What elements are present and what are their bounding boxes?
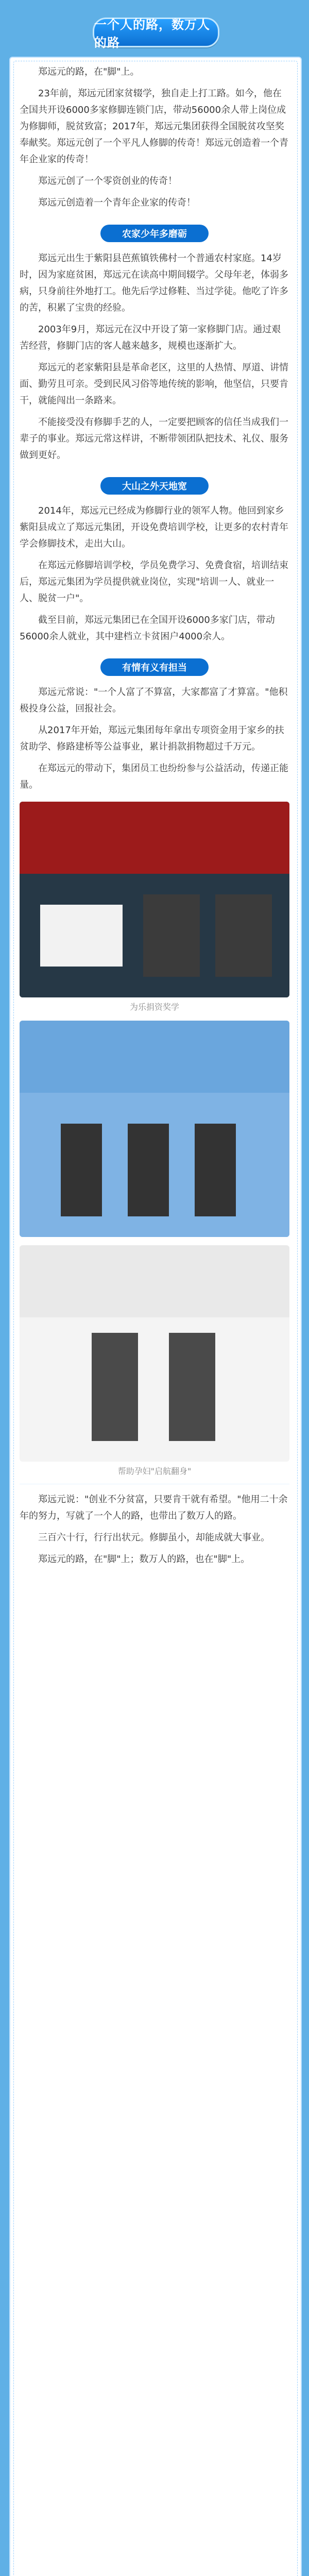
photo-caption: 帮助孕妇"启航翻身" bbox=[117, 1466, 192, 1476]
paragraph: 郑远元的路，在"脚"上；数万人的路，也在"脚"上。 bbox=[38, 1554, 250, 1565]
paragraph: 郑远元常说："一个人富了不算富，大家都富了才算富。"他积极投身公益，回报社会。 bbox=[20, 687, 288, 714]
paragraph: 郑远元创造着一个青年企业家的传奇！ bbox=[38, 197, 196, 208]
photo-caption: 为乐捐资奖学 bbox=[129, 1002, 179, 1012]
paragraph: 郑远元出生于紫阳县芭蕉镇铁佛村一个普通农村家庭。14岁时，因为家庭贫困，郑远元在读高中期间辍学。父母年老，体弱多病，只身前往外地打工。他先后学过修鞋、当过学徒。他吃了许多的苦，积累了宝贵的经验。 bbox=[20, 253, 288, 313]
section-title: 大山之外天地宽 bbox=[100, 477, 209, 495]
paragraph: 郑远元的老家紫阳县是革命老区，这里的人热情、厚道、讲情面、勤劳且可亲。受到民风习俗等地传统的影响，他坚信，只要肯干，就能闯出一条路来。 bbox=[20, 362, 288, 406]
photo-caregiving bbox=[20, 1245, 289, 1462]
paragraph: 郑远元的路，在"脚"上。 bbox=[38, 66, 140, 77]
section-title: 农家少年多磨砺 bbox=[100, 225, 209, 242]
section-title: 有情有义有担当 bbox=[100, 658, 209, 676]
photo-caregiving-illustration bbox=[20, 1245, 289, 1462]
paragraph: 三百六十行，行行出状元。修脚虽小，却能成就大事业。 bbox=[38, 1532, 270, 1543]
paragraph: 郑远元创了一个零资创业的传奇！ bbox=[38, 176, 177, 187]
title-banner bbox=[93, 18, 219, 50]
paragraph: 郑远元说："创业不分贫富，只要肯干就有希望。"他用二十余年的努力，写就了一个人的路，也带出了数万人的路。 bbox=[20, 1494, 288, 1521]
paragraph: 在郑远元的带动下，集团员工也纷纷参与公益活动，传递正能量。 bbox=[20, 763, 288, 790]
paragraph: 23年前，郑远元团家贫辍学，独自走上打工路。如今，他在全国共开设6000多家修脚连锁门店，带动56000余人带上岗位成为修脚师，脱贫致富；2017年，郑远元集团获得全国脱贫攻坚奖奉献奖。郑远元创了一个平凡人修脚的传奇！郑远元创造着一个青年企业家的传奇！ bbox=[20, 88, 288, 165]
photo-donation bbox=[20, 802, 289, 997]
paragraph: 不能接受没有修脚手艺的人，一定要把顾客的信任当成我们一辈子的事业。郑远元常这样讲，不断带领团队把技术、礼仪、服务做到更好。 bbox=[20, 417, 288, 461]
paragraph: 从2017年开始，郑远元集团每年拿出专项资金用于家乡的扶贫助学、修路建桥等公益事业，累计捐款捐物超过千万元。 bbox=[20, 725, 284, 752]
paragraph: 2014年，郑远元已经成为修脚行业的领军人物。他回到家乡紫阳县成立了郑远元集团，开设免费培训学校，让更多的农村青年学会修脚技术，走出大山。 bbox=[20, 505, 288, 549]
article-content bbox=[20, 64, 289, 1573]
paragraph: 在郑远元修脚培训学校，学员免费学习、免费食宿，培训结束后，郑远元集团为学员提供就业岗位，实现"培训一人、就业一人、脱贫一户"。 bbox=[20, 560, 288, 604]
photo-anniversary bbox=[20, 1021, 289, 1237]
paragraph: 2003年9月，郑远元在汉中开设了第一家修脚门店。通过艰苦经营，修脚门店的客人越来越多，规模也逐渐扩大。 bbox=[20, 324, 281, 351]
photo-donation-illustration bbox=[20, 802, 289, 997]
page-title: 一个人的路，数万人的路 bbox=[94, 18, 210, 50]
paragraph: 截至目前，郑远元集团已在全国开设6000多家门店，带动56000余人就业，其中建档立卡贫困户4000余人。 bbox=[20, 615, 275, 642]
photo-anniversary-illustration bbox=[20, 1021, 289, 1237]
